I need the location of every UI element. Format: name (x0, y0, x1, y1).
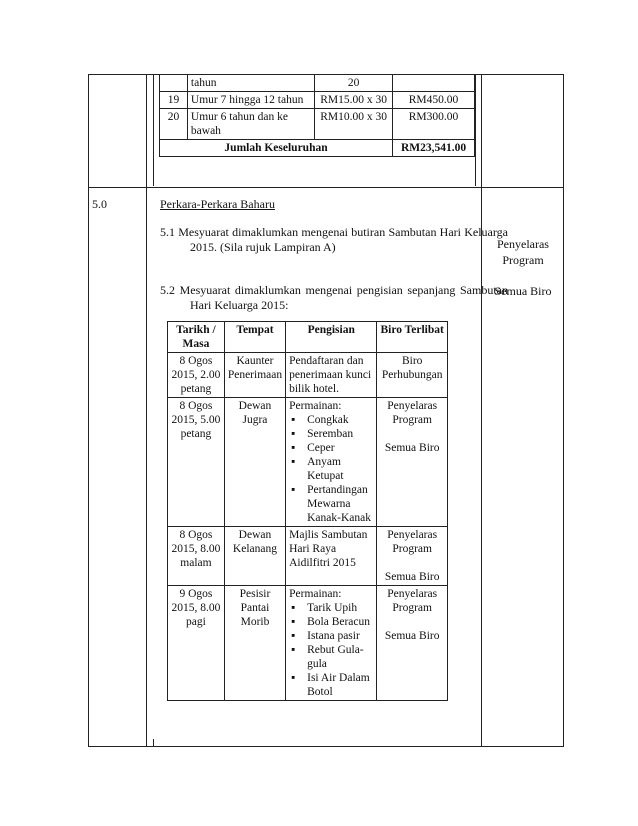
frame-col-line-6 (481, 74, 482, 747)
activity-list-item: ▪ Tarik Upih (289, 601, 373, 615)
header-biro: Biro Terlibat (377, 322, 448, 353)
schedule-biro-primary: Biro Perhubungan (381, 355, 443, 381)
schedule-row (168, 398, 448, 527)
item-5-1: 5.1 Mesyuarat dimaklumkan mengenai butiran Sambutan Hari Keluarga 2015. (Sila rujuk Lampiran A) (160, 225, 508, 254)
schedule-biro-primary: Penyelaras Program (387, 400, 438, 426)
budget-no: 19 (160, 92, 188, 109)
schedule-biro (377, 527, 448, 586)
schedule-activity-text: Majlis Sambutan Hari Raya Aidilfitri 2015 (289, 529, 368, 569)
activity-list-item: ▪ Congkak (289, 413, 373, 427)
schedule-biro (377, 353, 448, 398)
schedule-row (168, 353, 448, 398)
header-pengisian: Pengisian (286, 322, 377, 353)
schedule-row (168, 586, 448, 701)
budget-row (160, 75, 475, 92)
frame-col-line-4 (153, 739, 154, 747)
frame-bottom-line (88, 746, 564, 747)
schedule-biro (377, 398, 448, 527)
frame-col-line-2 (146, 74, 147, 747)
item-5-2: 5.2 Mesyuarat dimaklumkan mengenai pengisian sepanjang Sambutan Hari Keluarga 2015: (160, 283, 508, 312)
schedule-activity-text: Permainan: (289, 400, 342, 412)
schedule-biro-primary: Penyelaras Program (387, 588, 438, 614)
schedule-date: 9 Ogos 2015, 8.00 pagi (168, 586, 225, 701)
activity-list-item: ▪ Ceper (289, 441, 373, 455)
budget-no: 20 (160, 109, 188, 140)
budget-row (160, 92, 475, 109)
schedule-date: 8 Ogos 2015, 2.00 petang (168, 353, 225, 398)
header-tarikh: Tarikh / Masa (168, 322, 225, 353)
frame-col-line-7 (563, 74, 564, 747)
frame-mid-line (88, 187, 564, 188)
budget-total-value: RM23,541.00 (393, 140, 475, 157)
schedule-row (168, 527, 448, 586)
budget-total-row (160, 140, 475, 157)
budget-amount: RM300.00 (393, 109, 475, 140)
budget-row (160, 109, 475, 140)
schedule-activity (286, 527, 377, 586)
schedule-activity-text: Pendaftaran dan penerimaan kunci bilik hotel. (289, 355, 372, 395)
activity-list-item: ▪ Anyam Ketupat (289, 455, 373, 483)
action-semua-biro: Semua Biro (494, 284, 552, 298)
schedule-activity (286, 586, 377, 701)
budget-table-body (160, 75, 475, 157)
budget-desc: tahun (187, 75, 314, 92)
schedule-biro-secondary: Semua Biro (384, 442, 440, 454)
budget-rate: RM15.00 x 30 (315, 92, 393, 109)
section-title: Perkara-Perkara Baharu (160, 197, 275, 211)
budget-table (159, 74, 475, 157)
activity-list-item: ▪ Istana pasir (289, 629, 373, 643)
schedule-biro (377, 586, 448, 701)
budget-rate: RM10.00 x 30 (315, 109, 393, 140)
schedule-activity-list (289, 413, 373, 525)
schedule-biro-secondary: Semua Biro (384, 630, 440, 642)
schedule-biro-secondary: Semua Biro (384, 571, 440, 583)
budget-desc: Umur 6 tahun dan ke bawah (187, 109, 314, 140)
schedule-activity (286, 353, 377, 398)
budget-rate: 20 (315, 75, 393, 92)
schedule-table (167, 321, 448, 701)
activity-list-item: ▪ Pertandingan Mewarna Kanak-Kanak (289, 483, 373, 525)
budget-desc: Umur 7 hingga 12 tahun (187, 92, 314, 109)
schedule-biro-primary: Penyelaras Program (387, 529, 438, 555)
activity-list-item: ▪ Isi Air Dalam Botol (289, 671, 373, 699)
frame-col-line-5 (475, 74, 476, 186)
budget-amount (393, 75, 475, 92)
schedule-activity-list (289, 601, 373, 699)
action-penyelaras: Penyelaras Program (497, 237, 549, 267)
header-tempat: Tempat (224, 322, 285, 353)
budget-amount: RM450.00 (393, 92, 475, 109)
budget-no (160, 75, 188, 92)
schedule-date: 8 Ogos 2015, 8.00 malam (168, 527, 225, 586)
schedule-place: Pesisir Pantai Morib (224, 586, 285, 701)
budget-total-label: Jumlah Keseluruhan (160, 140, 393, 157)
frame-col-line-3 (153, 74, 154, 186)
schedule-activity (286, 398, 377, 527)
schedule-date: 8 Ogos 2015, 5.00 petang (168, 398, 225, 527)
activity-list-item: ▪ Bola Beracun (289, 615, 373, 629)
activity-list-item: ▪ Seremban (289, 427, 373, 441)
frame-col-line-1 (88, 74, 89, 747)
schedule-place: Dewan Kelanang (224, 527, 285, 586)
schedule-activity-text: Permainan: (289, 588, 342, 600)
schedule-place: Kaunter Penerimaan (224, 353, 285, 398)
section-number: 5.0 (92, 197, 107, 211)
activity-list-item: ▪ Rebut Gula-gula (289, 643, 373, 671)
schedule-header-row (168, 322, 448, 353)
schedule-place: Dewan Jugra (224, 398, 285, 527)
schedule-table-body (168, 353, 448, 701)
